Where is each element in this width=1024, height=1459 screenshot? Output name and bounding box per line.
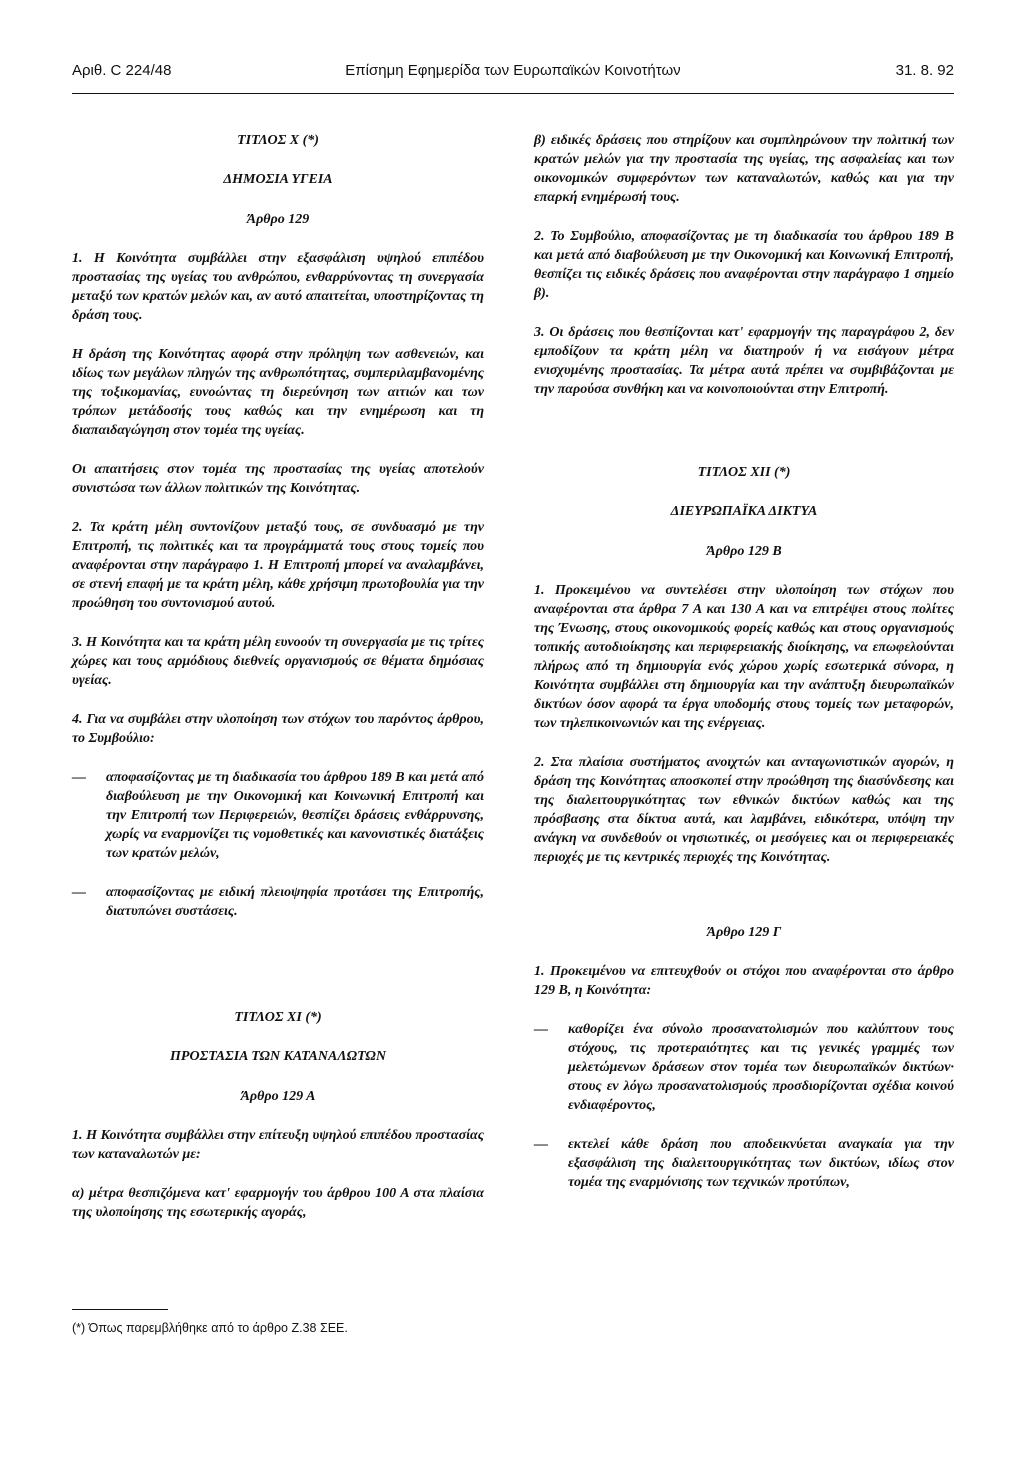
dash-mark: — (534, 1022, 548, 1037)
header-rule (72, 93, 954, 94)
art129-par1c: Οι απαιτήσεις στον τομέα της προστασίας της υγείας αποτελούν συνιστώσα των άλλων πολιτικών της Κοινότητας. (72, 462, 484, 496)
art129c-par1: 1. Προκειμένου να επιτευχθούν οι στόχοι που αναφέρονται στο άρθρο 129 Β, η Κοινότητα: (534, 964, 954, 998)
art129a-par2: 2. Το Συμβούλιο, αποφασίζοντας με τη διαδικασία του άρθρου 189 Β και μετά από διαβούλευση με την Οικονομική και Κοινωνική Επιτροπή, θεσπίζει τις ειδικές δράσεις που αναφέρονται στην παράγραφο 1 σημείο β). (534, 229, 954, 301)
title-x-name: ΔΗΜΟΣΙΑ ΥΓΕΙΑ (223, 172, 333, 187)
dash-mark: — (72, 770, 86, 785)
article-129a-heading: Άρθρο 129 Α (240, 1089, 316, 1104)
left-column (72, 122, 484, 1222)
article-129c-heading: Άρθρο 129 Γ (706, 925, 782, 940)
dash-mark: — (534, 1137, 548, 1152)
art129a-par1a: α) μέτρα θεσπιζόμενα κατ' εφαρμογήν του άρθρου 100 Α στα πλαίσια της υλοποίησης της εσωτερικής αγοράς, (72, 1186, 484, 1220)
journal-title: Επίσημη Εφημερίδα των Ευρωπαϊκών Κοινοτήτων (345, 62, 681, 79)
art129a-par3: 3. Οι δράσεις που θεσπίζονται κατ' εφαρμογήν της παραγράφου 2, δεν εμποδίζουν τα κράτη μέλη να διατηρούν ή να εισάγουν μέτρα ενισχυμένης προστασίας. Τα μέτρα αυτά πρέπει να συμβιβάζονται με την παρούσα συνθήκη και να κοινοποιούνται στην Επιτροπή. (534, 325, 954, 397)
title-xii-heading: ΤΙΤΛΟΣ XII (*) (697, 465, 791, 480)
art129-par4: 4. Για να συμβάλει στην υλοποίηση των στόχων του παρόντος άρθρου, το Συμβούλιο: (72, 712, 484, 746)
title-xi-name: ΠΡΟΣΤΑΣΙΑ ΤΩΝ ΚΑΤΑΝΑΛΩΤΩΝ (170, 1049, 386, 1064)
title-xii-name: ΔΙΕΥΡΩΠΑΪΚΑ ΔΙΚΤΥΑ (670, 504, 818, 519)
journal-number: Αριθ. C 224/48 (72, 62, 172, 79)
art129-par3: 3. Η Κοινότητα και τα κράτη μέλη ευνοούν τη συνεργασία με τις τρίτες χώρες και τους αρμόδιους διεθνείς οργανισμούς σε θέματα δημόσιας υγείας. (72, 635, 484, 688)
dash-text: αποφασίζοντας με τη διαδικασία του άρθρου 189 Β και μετά από διαβούλευση με την Οικονομική και Κοινωνική Επιτροπή και την Επιτροπή των Περιφερειών, θεσπίζει δράσεις ενθάρρυνσης, χωρίς να εναρμονίζει τις νομοθετικές και κανονιστικές διατάξεις των κρατών μελών, (106, 770, 484, 861)
right-column (534, 122, 954, 1192)
art129c-dash-item-1 (534, 1020, 954, 1115)
art129-dash-item-1 (72, 768, 484, 863)
dash-text: αποφασίζοντας με ειδική πλειοψηφία προτάσει της Επιτροπής, διατυπώνει συστάσεις. (106, 885, 484, 919)
journal-date: 31. 8. 92 (895, 62, 954, 79)
art129b-par1: 1. Προκειμένου να συντελέσει στην υλοποίηση των στόχων που αναφέρονται στα άρθρα 7 Α και 130 Α και να επιτρέψει στους πολίτες της Ένωσης, στους οικονομικούς φορείς καθώς και στους οργανισμούς τοπικής αυτοδιοίκησης και περιφερειακής διοίκησης, να επωφελούνται πλήρως από τη δημιουργία ενός χώρου χωρίς εσωτερικά σύνορα, η Κοινότητα συμβάλλει στη δημιουργία και την ανάπτυξη διευρωπαϊκών δικτύων όσον αφορά τα έργα υποδομής στους τομείς των μεταφορών, των τηλεπικοινωνιών και της ενέργειας. (534, 583, 954, 731)
art129-par1: 1. Η Κοινότητα συμβάλλει στην εξασφάλιση υψηλού επιπέδου προστασίας της υγείας του ανθρώπου, ενθαρρύνοντας τη συνεργασία μεταξύ των κρατών μελών και, αν αυτό απαιτείται, υποστηρίζοντας τη δράση τους. (72, 251, 484, 323)
art129-dash-item-2 (72, 883, 484, 921)
art129-par2: 2. Τα κράτη μέλη συντονίζουν μεταξύ τους, σε συνδυασμό με την Επιτροπή, τις πολιτικές και τα προγράμματά τους στους τομείς που αναφέρονται στην παράγραφο 1. Η Επιτροπή μπορεί να αναλαμβάνει, σε στενή επαφή με τα κράτη μέλη, κάθε χρήσιμη πρωτοβουλία για την προώθηση του συντονισμού αυτού. (72, 520, 484, 611)
title-xi-heading: ΤΙΤΛΟΣ XI (*) (234, 1010, 322, 1025)
art129-par1b: Η δράση της Κοινότητας αφορά στην πρόληψη των ασθενειών, και ιδίως των μεγάλων πληγών της ανθρωπότητας, συμπεριλαμβανομένης της τοξικομανίας, ευνοώντας τη διερεύνηση των αιτιών και των τρόπων μετάδοσής τους καθώς και την ενημέρωση και τη διαπαιδαγώγηση στον τομέα της υγείας. (72, 347, 484, 438)
art129a-par1: 1. Η Κοινότητα συμβάλλει στην επίτευξη υψηλού επιπέδου προστασίας των καταναλωτών με: (72, 1128, 484, 1162)
dash-mark: — (72, 885, 86, 900)
dash-text: εκτελεί κάθε δράση που αποδεικνύεται αναγκαία για την εξασφάλιση της διαλειτουργικότητας των δικτύων, ιδίως στον τομέα της εναρμόνισης των τεχνικών προτύπων, (568, 1137, 954, 1190)
art129b-par2: 2. Στα πλαίσια συστήματος ανοιχτών και ανταγωνιστικών αγορών, η δράση της Κοινότητας αποσκοπεί στην προώθηση της διασύνδεσης και της διαλειτουργικότητας των εθνικών δικτύων καθώς και της πρόσβασης στα δίκτυα αυτά, και λαμβάνει, ειδικότερα, υπόψη την ανάγκη να συνδεθούν οι νησιωτικές, οι μεσόγειες και οι περιφερειακές περιοχές με τις κεντρικές περιοχές της Κοινότητας. (534, 755, 954, 865)
page-header (72, 62, 954, 86)
article-129-heading: Άρθρο 129 (246, 212, 310, 227)
art129c-dash-item-2 (534, 1135, 954, 1192)
article-129b-heading: Άρθρο 129 Β (706, 544, 782, 559)
footnote-rule (72, 1309, 168, 1310)
dash-text: καθορίζει ένα σύνολο προσανατολισμών που καλύπτουν τους στόχους, τις προτεραιότητες και τις γενικές γραμμές των μελετώμενων δράσεων στον τομέα των διευρωπαϊκών δικτύων· στους εν λόγω προσανατολισμούς προσδιορίζονται σχέδια κοινού ενδιαφέροντος, (568, 1022, 954, 1113)
footnote: (*) Όπως παρεμβλήθηκε από το άρθρο Ζ.38 ΣΕΕ. (72, 1321, 348, 1335)
title-x-heading: ΤΙΤΛΟΣ Χ (*) (237, 133, 319, 148)
art129a-par1b: β) ειδικές δράσεις που στηρίζουν και συμπληρώνουν την πολιτική των κρατών μελών για την προστασία της υγείας, της ασφαλείας και των οικονομικών συμφερόντων των καταναλωτών, καθώς και για την επαρκή ενημέρωσή τους. (534, 133, 954, 205)
